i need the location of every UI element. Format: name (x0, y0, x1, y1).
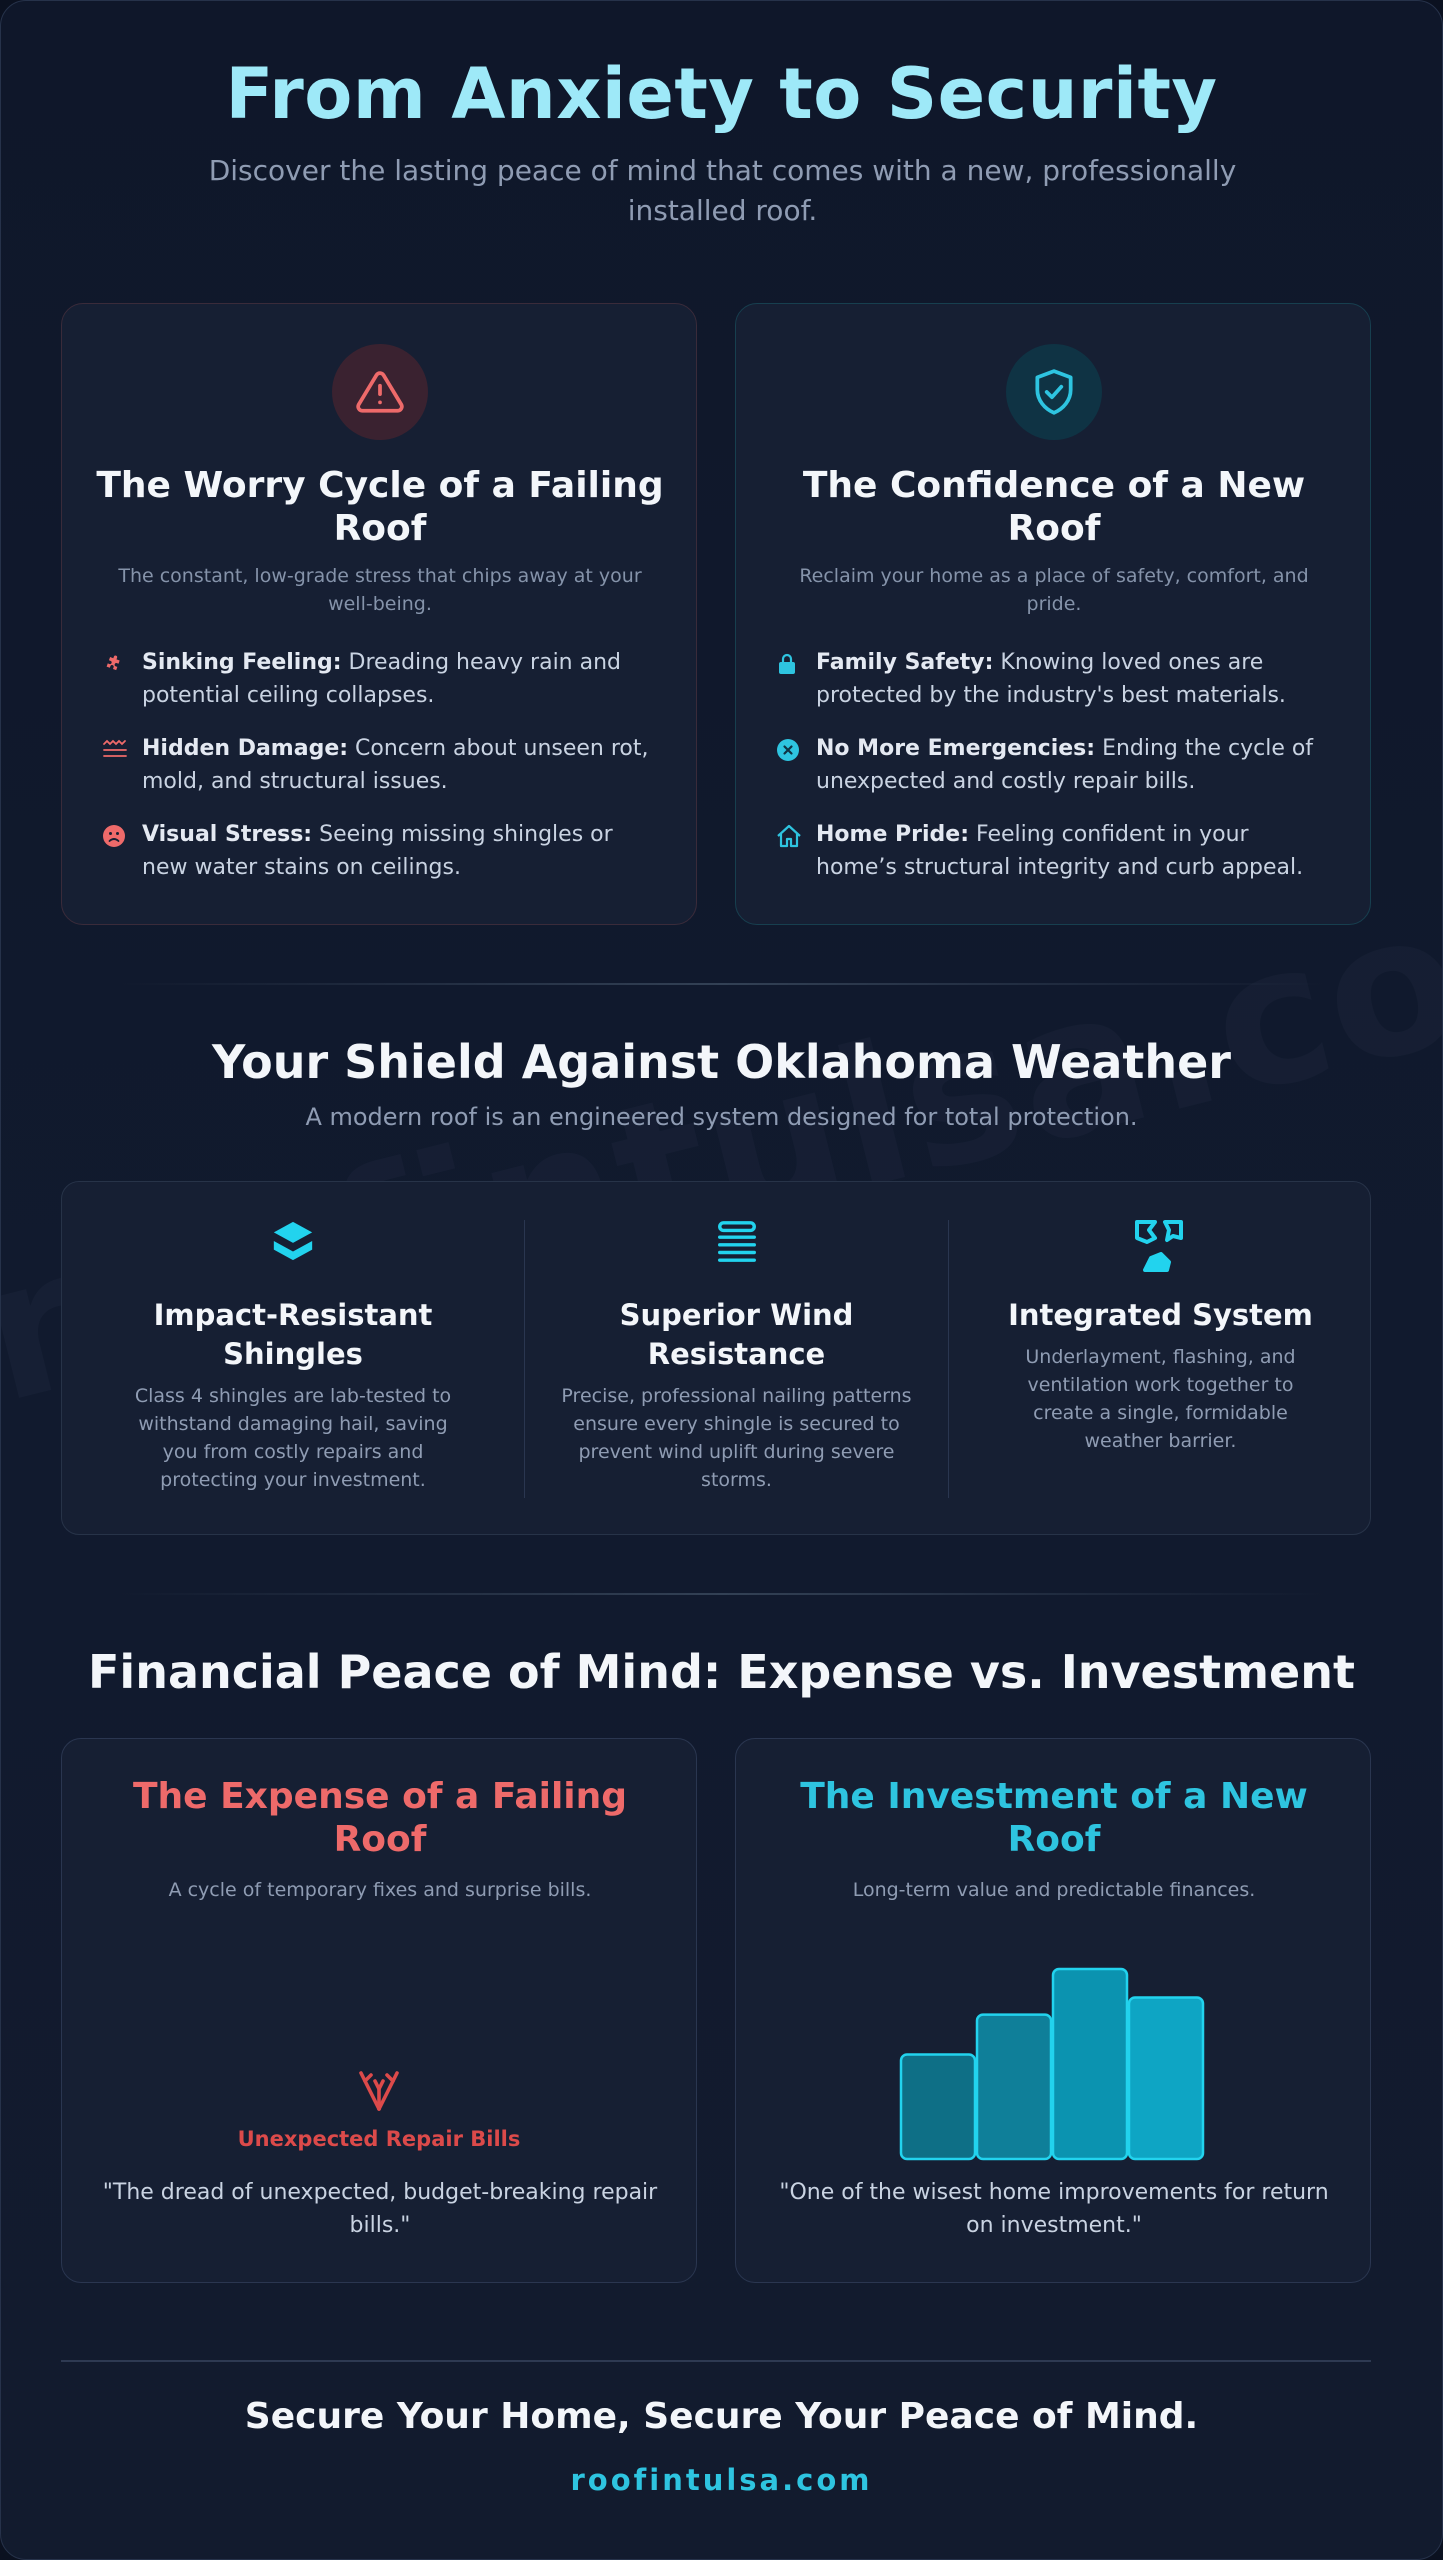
worry-point-text: Concern about unseen rot, mold, and structural issues. (142, 736, 649, 794)
expense-card (61, 1738, 697, 2283)
shield-badge (1006, 344, 1102, 440)
chart-bar-3 (1053, 1969, 1127, 2159)
lock-icon (776, 652, 816, 680)
puzzle-icon (102, 652, 142, 680)
finance-section-title: Financial Peace of Mind: Expense vs. Investment (88, 1645, 1355, 1699)
worry-point-sinking (102, 646, 662, 712)
confidence-point-text: Ending the cycle of unexpected and costly repair bills. (816, 736, 1314, 794)
confidence-point-text: Knowing loved ones are protected by the industry's best materials. (816, 650, 1286, 708)
section-divider (121, 983, 1324, 985)
damage-lines-icon (102, 738, 142, 764)
expense-card-title: The Expense of a Failing Roof (132, 1776, 628, 1860)
page-title: From Anxiety to Security (225, 53, 1218, 135)
feature-integrated-system (948, 1220, 1372, 1498)
investment-card-title: The Investment of a New Roof (800, 1776, 1308, 1860)
worry-point-text: Seeing missing shingles or new water stains on ceilings. (142, 822, 613, 880)
feature-title: Integrated System (1008, 1298, 1313, 1332)
shield-section-subtitle: A modern roof is an engineered system designed for total protection. (305, 1103, 1138, 1131)
worry-card-title: The Worry Cycle of a Failing Roof (96, 465, 664, 549)
chart-bar-1 (901, 2055, 975, 2160)
expense-quote: "The dread of unexpected, budget-breaking repair bills." (102, 2180, 658, 2238)
chart-bar-2 (977, 2015, 1051, 2159)
investment-card (735, 1738, 1371, 2283)
confidence-point-label: Home Pride: (816, 822, 970, 847)
feature-title: Superior Wind Resistance (619, 1298, 854, 1371)
puzzle-pieces-icon (1133, 1218, 1189, 1274)
page-subtitle: Discover the lasting peace of mind that comes with a new, professionally installed roof. (208, 154, 1237, 227)
confidence-point-text: Feeling confident in your home’s structural integrity and curb appeal. (816, 822, 1304, 880)
feature-title: Impact-Resistant Shingles (153, 1298, 433, 1371)
investment-card-subtitle: Long-term value and predictable finances. (852, 1879, 1256, 1901)
confidence-card-title: The Confidence of a New Roof (802, 465, 1306, 549)
shield-check-icon (1029, 367, 1079, 417)
feature-wind-resistance (524, 1220, 948, 1498)
shield-features-panel (61, 1181, 1371, 1535)
home-icon (776, 824, 816, 852)
confidence-point-label: No More Emergencies: (816, 736, 1096, 761)
feature-description: Class 4 shingles are lab-tested to withstand damaging hail, saving you from costly repairs and protecting your investment. (134, 1385, 452, 1491)
footer-tagline: Secure Your Home, Secure Your Peace of Mind. (244, 2396, 1199, 2437)
worry-point-text: Dreading heavy rain and potential ceiling collapses. (142, 650, 622, 708)
worry-point-hidden-damage (102, 732, 662, 798)
expense-card-subtitle: A cycle of temporary fixes and surprise bills. (168, 1879, 592, 1901)
footer-divider (61, 2360, 1371, 2362)
section-divider (121, 1593, 1324, 1595)
feature-description: Precise, professional nailing patterns ensure every shingle is secured to prevent wind uplift during severe storms. (561, 1385, 912, 1491)
warning-triangle-icon (355, 367, 405, 417)
worry-point-label: Hidden Damage: (142, 736, 349, 761)
repair-bills-label: Unexpected Repair Bills (237, 2127, 521, 2151)
investment-quote: "One of the wisest home improvements for return on investment." (779, 2180, 1329, 2238)
layers-icon (270, 1218, 316, 1264)
shield-section-title: Your Shield Against Oklahoma Weather (212, 1035, 1231, 1089)
wind-lines-icon (714, 1218, 760, 1264)
confidence-point-label: Family Safety: (816, 650, 994, 675)
worry-point-label: Sinking Feeling: (142, 650, 342, 675)
feature-impact-resistant (62, 1182, 524, 1536)
sad-face-icon (102, 824, 142, 852)
warning-badge (332, 344, 428, 440)
confidence-point-no-emergencies (776, 732, 1336, 798)
breaking-arrow-icon (357, 2061, 401, 2113)
worry-point-label: Visual Stress: (142, 822, 313, 847)
confidence-card (735, 303, 1371, 925)
feature-description: Underlayment, flashing, and ventilation work together to create a single, formidable weather barrier. (1025, 1346, 1296, 1452)
x-circle-icon (776, 738, 816, 766)
confidence-point-home-pride (776, 818, 1336, 884)
chart-bar-4 (1129, 1998, 1203, 2160)
worry-point-visual-stress (102, 818, 662, 884)
confidence-point-family-safety (776, 646, 1336, 712)
confidence-card-description: Reclaim your home as a place of safety, comfort, and pride. (799, 565, 1309, 615)
worry-card (61, 303, 697, 925)
worry-card-description: The constant, low-grade stress that chips away at your well-being. (118, 565, 642, 615)
website-link[interactable]: roofintulsa.com (570, 2463, 873, 2497)
